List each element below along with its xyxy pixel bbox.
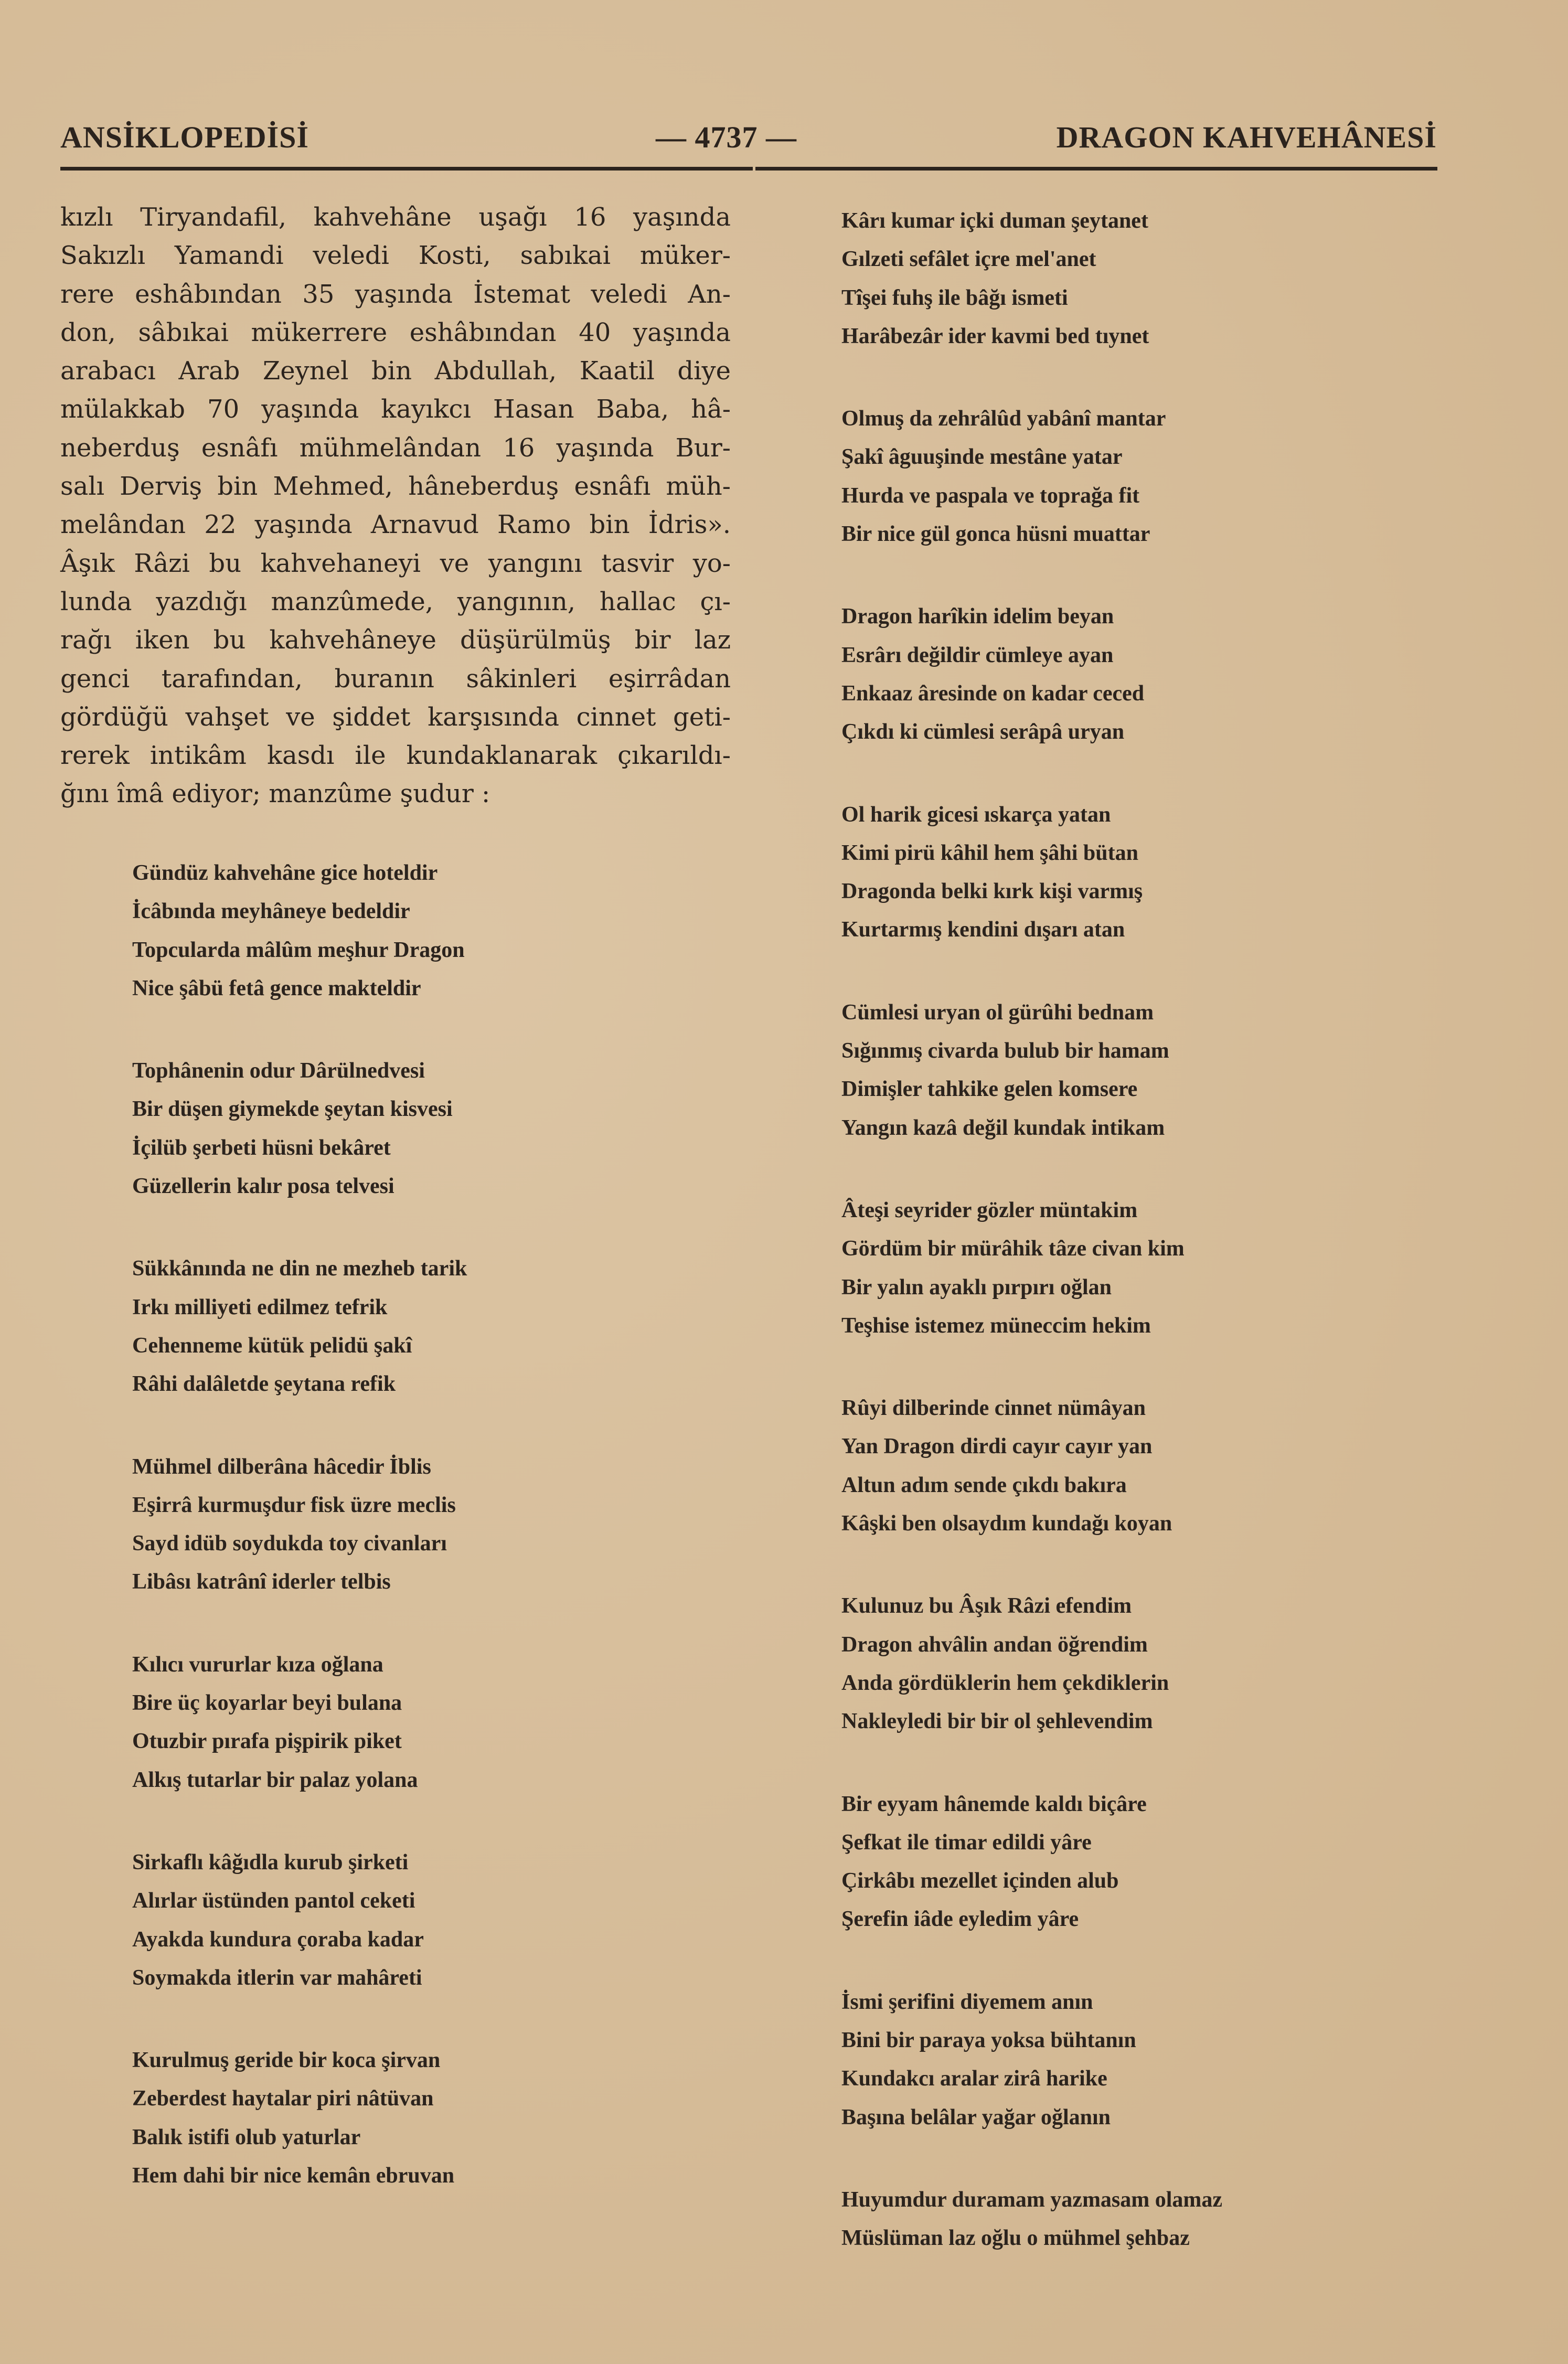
verse-line: İsmi şerifini diyemem anın — [841, 1989, 1093, 2014]
verse-line: Tîşei fuhş ile bâğı ismeti — [841, 285, 1068, 310]
verse-line: Irkı milliyeti edilmez tefrik — [132, 1295, 388, 1319]
verse-line: Râhi dalâletde şeytana refik — [132, 1372, 396, 1397]
verse-line: Olmuş da zehrâlûd yabânî mantar — [841, 407, 1166, 431]
body-line: gördüğü vahşet ve şiddet karşısında cinnet geti- — [60, 702, 731, 732]
verse-line: Alırlar üstünden pantol ceketi — [132, 1889, 415, 1913]
stanza — [841, 1983, 1222, 2137]
body-line: rere eshâbından 35 yaşında İstemat veledi An- — [60, 279, 731, 309]
verse-line: Anda gördüklerin hem çekdiklerin — [841, 1670, 1169, 1695]
verse-line: Kârı kumar içki duman şeytanet — [841, 209, 1148, 233]
stanza — [841, 598, 1222, 751]
verse-line: Kurtarmış kendini dışarı atan — [841, 918, 1125, 942]
verse-line: Sirkaflı kâğıdla kurub şirketi — [132, 1850, 409, 1875]
verse-line: Güzellerin kalır posa telvesi — [132, 1174, 394, 1199]
poem-column-right — [841, 202, 1222, 2302]
verse-line: Dragonda belki kırk kişi varmış — [841, 879, 1143, 904]
verse-line: Libâsı katrânî iderler telbis — [132, 1570, 391, 1594]
verse-line: Dragon harîkin idelim beyan — [841, 604, 1114, 629]
body-line: rağı iken bu kahvehâneye düşürülmüş bir laz — [60, 625, 731, 655]
verse-line: Bini bir paraya yoksa bühtanın — [841, 2028, 1136, 2052]
stanza — [841, 1587, 1222, 1741]
body-text — [60, 198, 731, 814]
running-header-right: DRAGON KAHVEHÂNESİ — [1056, 120, 1437, 154]
stanza — [132, 2041, 467, 2195]
poem-column-left — [132, 854, 467, 2239]
verse-line: Gündüz kahvehâne gice hoteldir — [132, 861, 438, 885]
stanza — [841, 1785, 1222, 1939]
stanza — [132, 854, 467, 1008]
verse-line: Çirkâbı mezellet içinden alub — [841, 1869, 1119, 1893]
body-line: arabacı Arab Zeynel bin Abdullah, Kaatil diye — [60, 356, 731, 386]
stanza — [841, 994, 1222, 1147]
verse-line: Bir yalın ayaklı pırpırı oğlan — [841, 1275, 1112, 1300]
verse-line: Bire üç koyarlar beyi bulana — [132, 1691, 402, 1716]
verse-line: Huyumdur duramam yazmasam olamaz — [841, 2187, 1223, 2212]
stanza — [841, 796, 1222, 950]
verse-line: Yangın kazâ değil kundak intikam — [841, 1115, 1165, 1140]
header-rule — [755, 167, 1437, 171]
verse-line: Ayakda kundura çoraba kadar — [132, 1927, 424, 1952]
verse-line: Bir eyyam hânemde kaldı biçâre — [841, 1792, 1147, 1816]
verse-line: Tophânenin odur Dârülnedvesi — [132, 1059, 425, 1083]
body-line: melândan 22 yaşında Arnavud Ramo bin İdris». — [60, 510, 731, 540]
verse-line: Kimi pirü kâhil hem şâhi bütan — [841, 840, 1138, 865]
verse-line: Dragon ahvâlin andan öğrendim — [841, 1632, 1148, 1657]
verse-line: Bir nice gül gonca hüsni muattar — [841, 522, 1150, 547]
verse-line: Ol harik gicesi ıskarça yatan — [841, 802, 1111, 827]
verse-line: Teşhise istemez müneccim hekim — [841, 1313, 1151, 1338]
verse-line: İcâbında meyhâneye bedeldir — [132, 899, 410, 924]
stanza — [841, 1191, 1222, 1345]
verse-line: Enkaaz âresinde on kadar ceсed — [841, 681, 1145, 706]
verse-line: Cehenneme kütük pelidü şakî — [132, 1333, 412, 1358]
verse-line: Başına belâlar yağar oğlanın — [841, 2105, 1111, 2129]
verse-line: Gördüm bir mürâhik tâze civan kim — [841, 1237, 1185, 1261]
body-line: salı Derviş bin Mehmed, hâneberduş esnâfı müh- — [60, 472, 731, 502]
verse-line: Kurulmuş geride bir koca şirvan — [132, 2048, 441, 2073]
verse-line: Hem dahi bir nice kemân ebruvan — [132, 2164, 455, 2188]
verse-line: Hurda ve paspala ve toprağa fit — [841, 483, 1140, 508]
stanza — [841, 202, 1222, 356]
body-line: neberduş esnâfı mühmelândan 16 yaşında Bur- — [60, 433, 731, 463]
verse-line: Rûyi dilberinde cinnet nümâyan — [841, 1396, 1146, 1421]
verse-line: Balık istifi olub yaturlar — [132, 2125, 361, 2149]
verse-line: Harâbezâr ider kavmi bed tıynet — [841, 324, 1149, 348]
stanza — [132, 1844, 467, 1997]
verse-line: Kâşki ben olsaydım kundağı koyan — [841, 1511, 1172, 1536]
body-line: rerek intikâm kasdı ile kundaklanarak çıkarıldı- — [60, 741, 731, 771]
body-line: lunda yazdığı manzûmede, yangının, hallac çı- — [60, 587, 731, 616]
verse-line: Müslüman laz oğlu o mühmel şehbaz — [841, 2226, 1190, 2251]
verse-line: Çıkdı ki cümlesi serâpâ uryan — [841, 720, 1125, 744]
stanza — [132, 1646, 467, 1799]
verse-line: Bir düşen giymekde şeytan kisvesi — [132, 1097, 453, 1122]
page-number: — 4737 — — [656, 120, 797, 154]
verse-line: Nakleyledi bir bir ol şehlevendim — [841, 1709, 1153, 1734]
verse-line: İçilüb şerbeti hüsni bekâret — [132, 1135, 391, 1160]
stanza — [841, 1389, 1222, 1543]
verse-line: Cümlesi uryan ol gürûhi bednam — [841, 1000, 1154, 1025]
verse-line: Eşirrâ kurmuşdur fisk üzre meclis — [132, 1493, 456, 1517]
verse-line: Nice şâbü fetâ gence makteldir — [132, 976, 421, 1000]
verse-line: Alkış tutarlar bir palaz yolana — [132, 1767, 418, 1792]
body-line: genci tarafından, buranın sâkinleri eşirrâdan — [60, 664, 731, 694]
verse-line: Soymakda itlerin var mahâreti — [132, 1965, 422, 1990]
running-header-left: ANSİKLOPEDİSİ — [60, 120, 309, 154]
body-line: Âşık Râzi bu kahvehaneyi ve yangını tasvir yo- — [60, 548, 731, 578]
verse-line: Gılzeti sefâlet içre mel'anet — [841, 247, 1096, 272]
stanza — [841, 400, 1222, 553]
verse-line: Şakî âguuşinde mestâne yatar — [841, 445, 1123, 470]
body-line: Sakızlı Yamandi veledi Kosti, sabıkai müker- — [60, 241, 731, 271]
verse-line: Otuzbir pırafa pişpirik piket — [132, 1729, 402, 1754]
verse-line: Sığınmış civarda bulub bir hamam — [841, 1039, 1169, 1063]
verse-line: Kundakcı aralar zirâ harike — [841, 2067, 1107, 2091]
verse-line: Zeberdest haytalar piri nâtüvan — [132, 2086, 434, 2111]
verse-line: Esrârı değildir cümleye ayan — [841, 643, 1114, 667]
verse-line: Şerefin iâde eyledim yâre — [841, 1907, 1079, 1932]
verse-line: Dimişler tahkike gelen komsere — [841, 1077, 1138, 1102]
verse-line: Altun adım sende çıkdı bakıra — [841, 1473, 1127, 1497]
verse-line: Şefkat ile timar edildi yâre — [841, 1830, 1092, 1855]
body-line: kızlı Tiryandafil, kahvehâne uşağı 16 yaşında — [60, 203, 731, 232]
verse-line: Topcularda mâlûm meşhur Dragon — [132, 938, 465, 962]
verse-line: Kılıcı vururlar kıza oğlana — [132, 1652, 383, 1677]
verse-line: Kulunuz bu Âşık Râzi efendim — [841, 1594, 1132, 1618]
stanza — [841, 2181, 1222, 2258]
body-line: ğını îmâ ediyor; manzûme şudur : — [60, 779, 490, 809]
stanza — [132, 1250, 467, 1403]
verse-line: Yan Dragon dirdi cayır cayır yan — [841, 1434, 1153, 1459]
body-line: don, sâbıkai mükerrere eshâbından 40 yaşında — [60, 317, 731, 347]
stanza — [132, 1052, 467, 1206]
verse-line: Âteşi seyrider gözler müntakim — [841, 1198, 1138, 1222]
header-rule — [60, 167, 753, 171]
verse-line: Sükkânında ne din ne mezheb tarik — [132, 1256, 467, 1281]
verse-line: Mühmel dilberâna hâcedir İblis — [132, 1454, 431, 1479]
body-line: mülakkab 70 yaşında kayıkcı Hasan Baba, hâ- — [60, 395, 731, 424]
stanza — [132, 1448, 467, 1602]
verse-line: Sayd idüb soydukda toy civanları — [132, 1531, 447, 1556]
